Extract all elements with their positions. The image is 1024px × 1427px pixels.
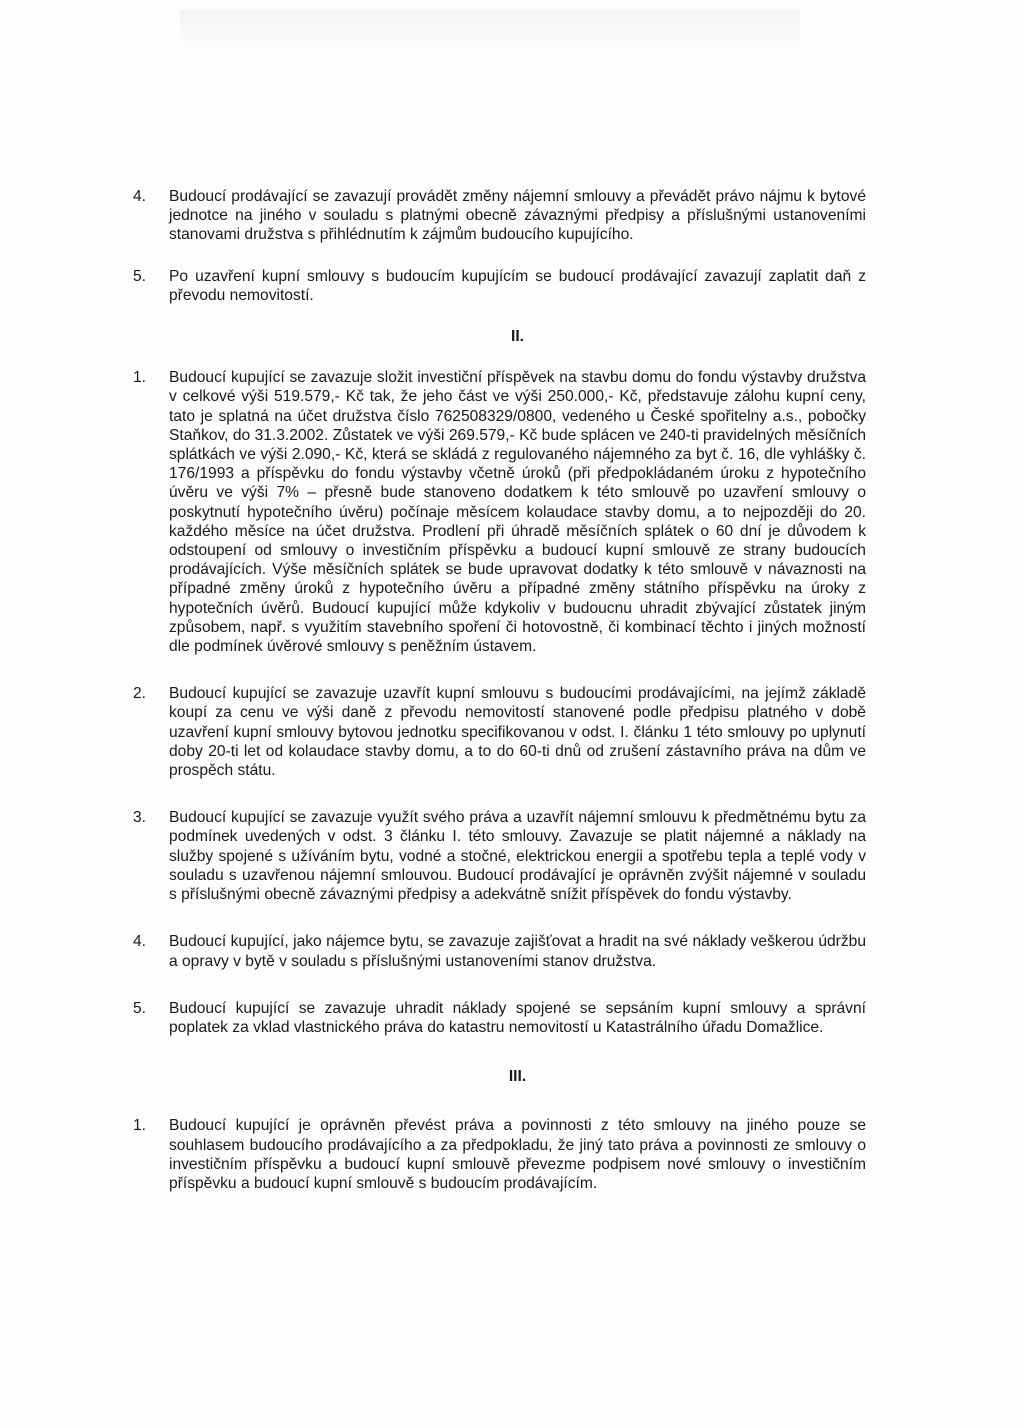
item-number: 2. [133,685,147,703]
item-number: 1. [133,369,147,387]
section-2-item-5 [133,999,866,1037]
item-text: Budoucí kupující se zavazuje složit investiční příspěvek na stavbu domu do fondu výstavby družstva v celkové výši 519.579,- Kč tak, že jeho část ve výši 250.000,- Kč, představuje zálohu kupní ceny, tato je splatná na účet družstva číslo 762508329/0800, vedeného u České spořitelny a.s., pobočky Staňkov, do 31.3.2002. Zůstatek ve výši 269.579,- Kč bude splácen ve 240-ti pravidelných měsíčních splátkách ve výši 2.090,- Kč, která se skládá z regulovaného nájemného za byt č. 16, dle vyhlášky č. 176/1993 a příspěvku do fondu výstavby včetně úroků (při předpokládaném úroku z hypotečního úvěru ve výši 7% – přesně bude stanoveno dodatkem k této smlouvě po uzavření smlouvy o poskytnutí hypotečního úvěru) počínaje měsícem kolaudace stavby domu, a to nejpozději do 20. každého měsíce na účet družstva. Prodlení při úhradě měsíčních splátek o 60 dní je důvodem k odstoupení od smlouvy o investičním příspěvku a budoucí kupní smlouvě ze strany budoucích prodávajících. Výše měsíčních splátek se bude upravovat dodatky k této smlouvě v návaznosti na případné změny úroků z hypotečního úvěru a případné změny státního příspěvku na úroky z hypotečních úvěrů. Budoucí kupující může kdykoliv v budoucnu uhradit zbývající zůstatek jiným způsobem, např. s využitím stavebního spoření či hotovostně, či kombinací těchto i jiných možností dle podmínek úvěrové smlouvy s peněžním ústavem. [169,369,866,656]
section-1-item-4 [133,187,866,245]
section-heading-3: III. [508,1068,527,1086]
item-text: Budoucí kupující se zavazuje využít svého práva a uzavřít nájemní smlouvu k předmětnému bytu za podmínek uvedených v odst. 3 článku I. této smlouvy. Zavazuje se platit nájemné a náklady na služby spojené s užíváním bytu, vodné a stočné, elektrickou energii a spotřebu tepla a teplé vody v souladu s uzavřenou nájemní smlouvou. Budoucí prodávající je oprávněn zvýšit nájemné v souladu s příslušnými obecně závaznými předpisy a adekvátně snížit příspěvek do fondu výstavby. [169,809,866,904]
item-text: Budoucí kupující, jako nájemce bytu, se zavazuje zajišťovat a hradit na své náklady veškerou údržbu a opravy v bytě v souladu s příslušnými ustanoveními stanov družstva. [169,933,866,970]
section-3-item-1 [133,1116,866,1193]
section-2-item-2 [133,684,866,780]
item-text: Budoucí kupující se zavazuje uzavřít kupní smlouvu s budoucími prodávajícími, na jejímž základě koupí za cenu ve výši daně z převodu nemovitostí stanovené podle předpisu platného v době uzavření kupní smlouvy bytovou jednotku specifikovanou v odst. I. článku 1 této smlouvy po uplynutí doby 20-ti let od kolaudace stavby domu, a to do 60-ti dnů od zrušení zástavního práva na dům ve prospěch státu. [169,685,866,780]
section-2-item-3 [133,808,866,904]
item-text: Budoucí kupující se zavazuje uhradit náklady spojené se sepsáním kupní smlouvy a správní poplatek za vklad vlastnického práva do katastru nemovitostí u Katastrálního úřadu Domažlice. [169,999,866,1036]
scan-smudge [180,10,800,50]
item-text: Budoucí kupující je oprávněn převést práva a povinnosti z této smlouvy na jiného pouze se souhlasem budoucího prodávajícího a za předpokladu, že jiný tato práva a povinnosti ze smlouvy o investičním příspěvku a budoucí kupní smlouvě převezme podpisem nové smlouvy o investičním příspěvku a budoucí kupní smlouvě s budoucím prodávajícím. [169,1117,866,1192]
section-1-item-5 [133,267,866,305]
item-text: Po uzavření kupní smlouvy s budoucím kupujícím se budoucí prodávající zavazují zaplatit daň z převodu nemovitostí. [169,267,866,304]
item-number: 3. [133,809,147,827]
item-number: 4. [133,188,147,205]
item-number: 5. [133,999,147,1017]
section-heading-2: II. [511,328,524,346]
document-body [133,187,866,1193]
item-text: Budoucí prodávající se zavazují provádět změny nájemní smlouvy a převádět právo nájmu k bytové jednotce na jiného v souladu s platnými obecně závaznými předpisy a příslušnými ustanoveními stanovami družstva s přihlédnutím k zájmům budoucího kupujícího. [169,188,866,244]
item-number: 5. [133,267,147,285]
item-number: 1. [133,1117,147,1135]
section-2-item-4 [133,932,866,970]
item-number: 4. [133,933,147,951]
section-2-item-1 [133,368,866,656]
